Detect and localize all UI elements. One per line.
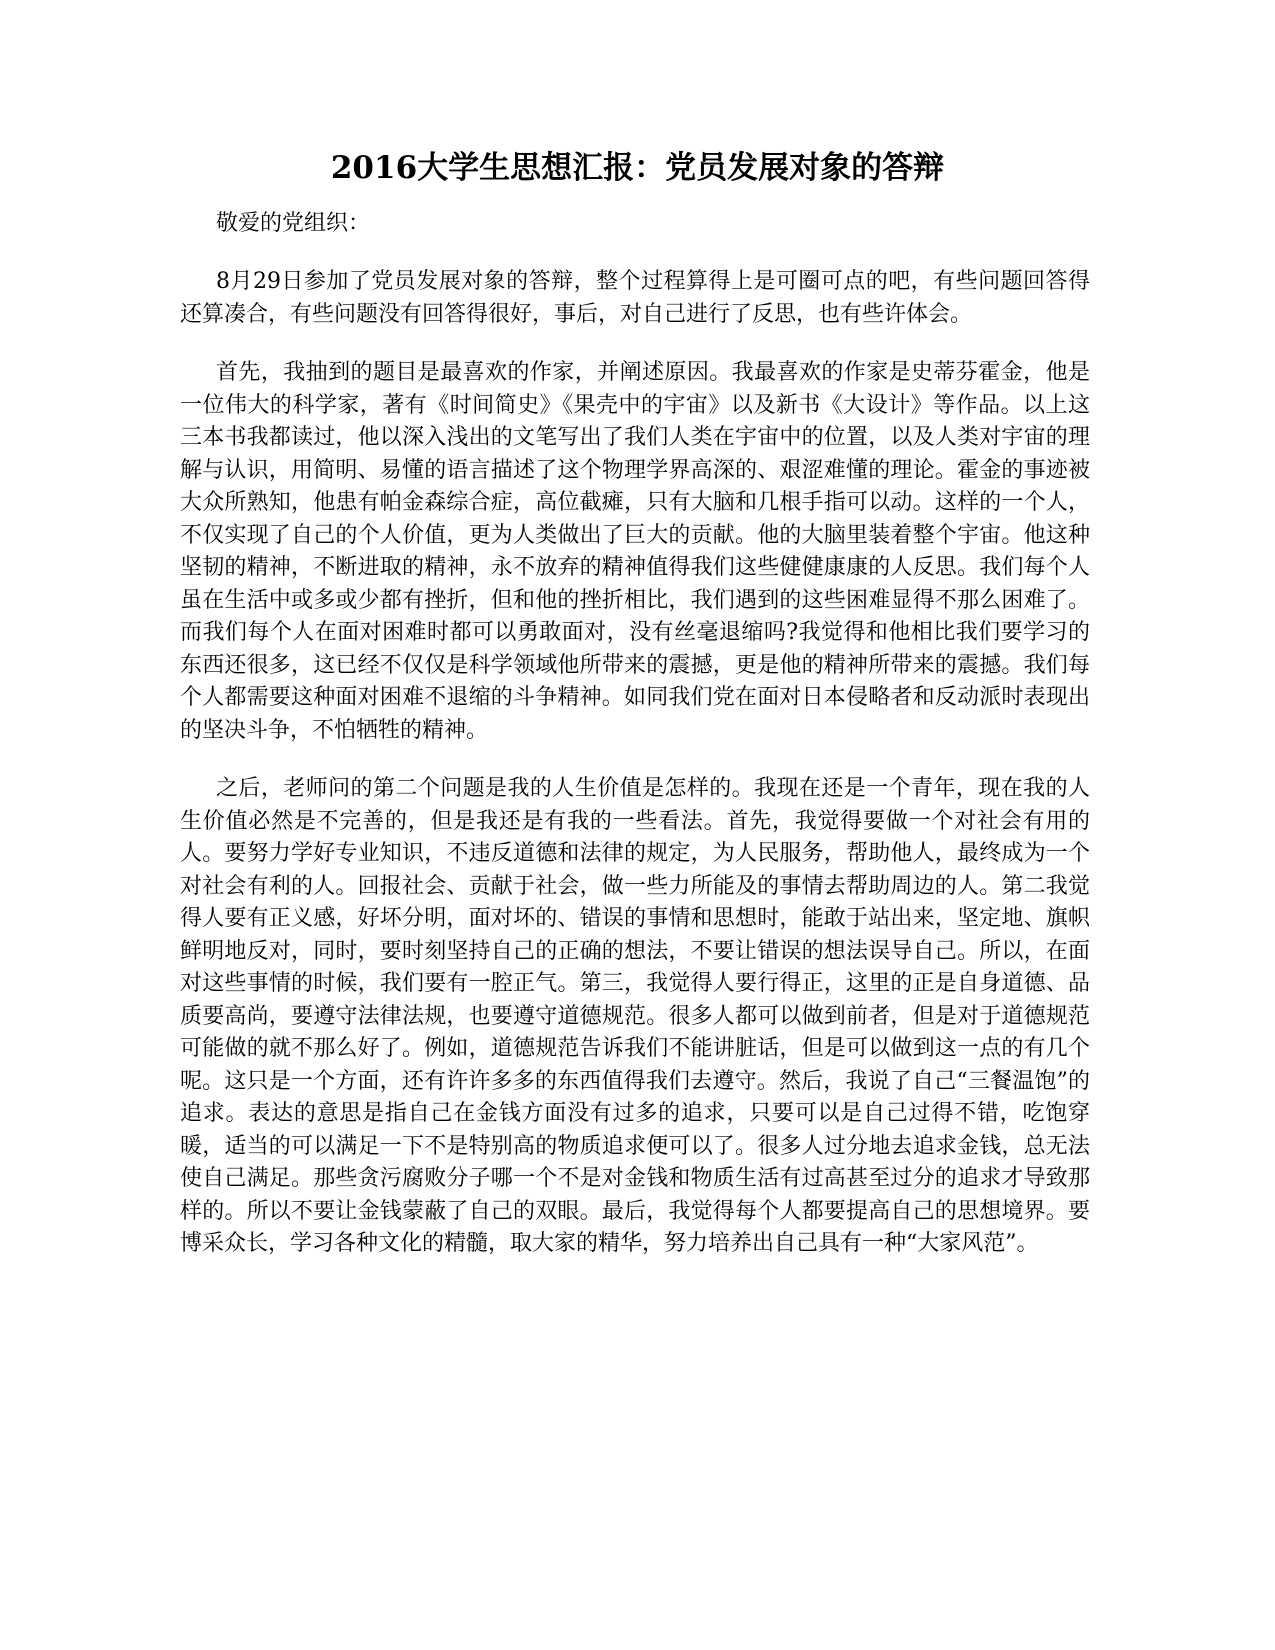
paragraph-favorite-author: 首先，我抽到的题目是最喜欢的作家，并阐述原因。我最喜欢的作家是史蒂芬霍金，他是一位伟大的科学家，著有《时间简史》《果壳中的宇宙》以及新书《大设计》等作品。以上这三本书我都读过，他以深入浅出的文笔写出了我们人类在宇宙中的位置，以及人类对宇宙的理解与认识，用简明、易懂的语言描述了这个物理学界高深的、艰涩难懂的理论。霍金的事迹被大众所熟知，他患有帕金森综合症，高位截瘫，只有大脑和几根手指可以动。这样的一个人，不仅实现了自己的个人价值，更为人类做出了巨大的贡献。他的大脑里装着整个宇宙。他这种坚韧的精神，不断进取的精神，永不放弃的精神值得我们这些健健康康的人反思。我们每个人虽在生活中或多或少都有挫折，但和他的挫折相比，我们遇到的这些困难显得不那么困难了。而我们每个人在面对困难时都可以勇敢面对，没有丝毫退缩吗?我觉得和他相比我们要学习的东西还很多，这已经不仅仅是科学领域他所带来的震撼，更是他的精神所带来的震撼。我们每个人都需要这种面对困难不退缩的斗争精神。如同我们党在面对日本侵略者和反动派时表现出的坚决斗争，不怕牺牲的精神。 <box>180 360 1090 743</box>
document-body <box>180 208 1090 1261</box>
paragraph-life-value: 之后，老师问的第二个问题是我的人生价值是怎样的。我现在还是一个青年，现在我的人生价值必然是不完善的，但是我还是有我的一些看法。首先，我觉得要做一个对社会有用的人。要努力学好专业知识，不违反道德和法律的规定，为人民服务，帮助他人，最终成为一个对社会有利的人。回报社会、贡献于社会，做一些力所能及的事情去帮助周边的人。第二我觉得人要有正义感，好坏分明，面对坏的、错误的事情和思想时，能敢于站出来，坚定地、旗帜鲜明地反对，同时，要时刻坚持自己的正确的想法，不要让错误的想法误导自己。所以，在面对这些事情的时候，我们要有一腔正气。第三，我觉得人要行得正，这里的正是自身道德、品质要高尚，要遵守法律法规，也要遵守道德规范。很多人都可以做到前者，但是对于道德规范可能做的就不那么好了。例如，道德规范告诉我们不能讲脏话，但是可以做到这一点的有几个呢。这只是一个方面，还有许许多多的东西值得我们去遵守。然后，我说了自己“三餐温饱”的追求。表达的意思是指自己在金钱方面没有过多的追求，只要可以是自己过得不错，吃饱穿暖，适当的可以满足一下不是特别高的物质追求便可以了。很多人过分地去追求金钱，总无法使自己满足。那些贪污腐败分子哪一个不是对金钱和物质生活有过高甚至过分的追求才导致那样的。所以不要让金钱蒙蔽了自己的双眼。最后，我觉得每个人都要提高自己的思想境界。要博采众长，学习各种文化的精髓，取大家的精华，努力培养出自己具有一种“大家风范”。 <box>180 776 1090 1256</box>
document-title: 2016大学生思想汇报：党员发展对象的答辩 <box>330 150 945 186</box>
paragraph-intro: 8月29日参加了党员发展对象的答辩，整个过程算得上是可圈可点的吧，有些问题回答得还算凑合，有些问题没有回答得很好，事后，对自己进行了反思，也有些许体会。 <box>180 269 1090 327</box>
salutation: 敬爱的党组织： <box>216 211 371 236</box>
